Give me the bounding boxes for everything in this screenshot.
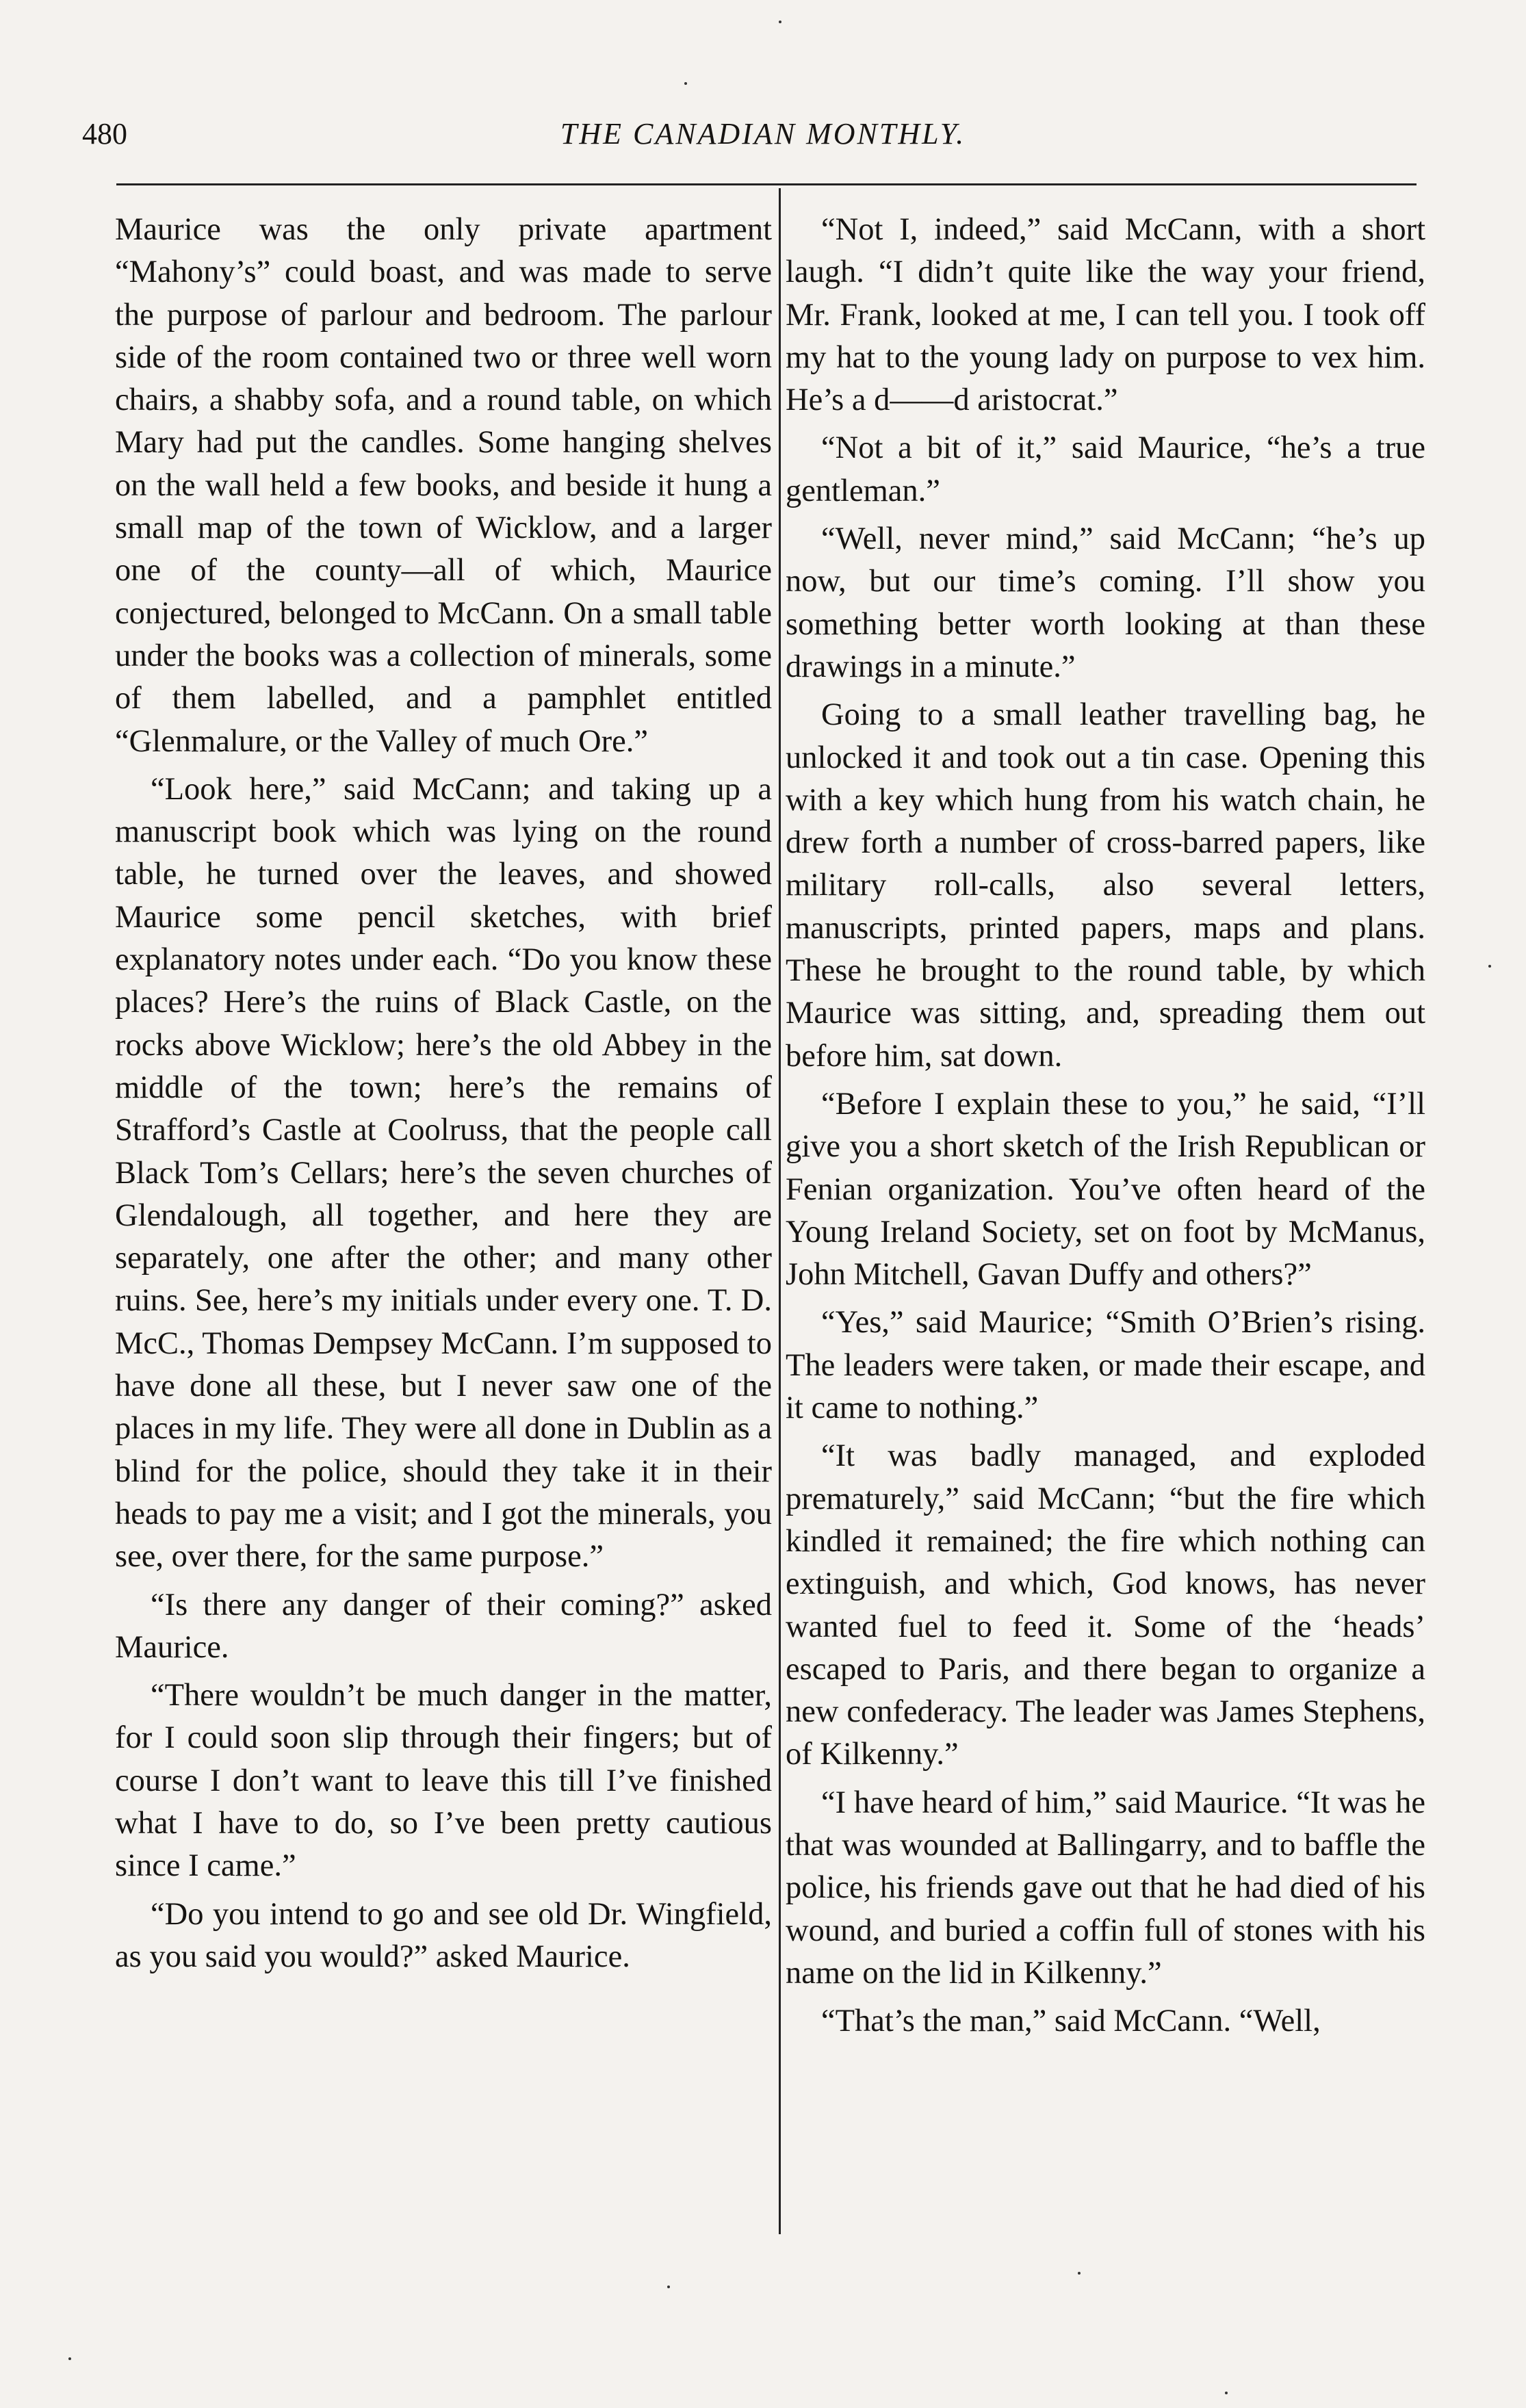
paragraph: “Yes,” said Maurice; “Smith O’Brien’s rising. The leaders were taken, or made their escape, and it came to nothing.” bbox=[786, 1305, 1425, 1426]
left-column bbox=[115, 209, 772, 1984]
print-speck bbox=[1078, 2272, 1081, 2275]
print-speck bbox=[684, 82, 687, 85]
print-speck bbox=[779, 21, 781, 23]
paragraph: “Before I explain these to you,” he said, “I’ll give you a short sketch of the Irish Republican or Fenian organization. You’ve often heard of the Young Ireland Society, set on foot by McManus, John Mitchell, Gavan Duffy and others?” bbox=[786, 1086, 1425, 1293]
paragraph: “There wouldn’t be much danger in the matter, for I could soon slip through their fingers; but of course I don’t want to leave this till I’ve finished what I have to do, so I’ve been pretty cautious since I came.” bbox=[115, 1678, 772, 1884]
paragraph: “Well, never mind,” said McCann; “he’s up now, but our time’s coming. I’ll show you something better worth looking at than these drawings in a minute.” bbox=[786, 521, 1425, 684]
paragraph: “That’s the man,” said McCann. “Well, bbox=[821, 2004, 1321, 2039]
paragraph: “Do you intend to go and see old Dr. Wingfield, as you said you would?” asked Maurice. bbox=[115, 1896, 772, 1974]
paragraph: “Look here,” said McCann; and taking up a manuscript book which was lying on the round table, he turned over the leaves, and showed Maurice some pencil sketches, with brief explanatory notes under each. “Do you know these places? Here’s the ruins of Black Castle, on the rocks above Wicklow; here’s the old Abbey in the middle of the town; here’s the remains of Strafford’s Castle at Coolruss, that the people call Black Tom’s Cellars; here’s the seven churches of Glendalough, all together, and here they are separately, one after the other; and many other ruins. See, here’s my initials under every one. T. D. McC., Thomas Dempsey McCann. I’m supposed to have done all these, but I never saw one of the places in my life. They were all done in Dublin as a blind for the police, should they take it in their heads to pay me a visit; and I got the minerals, you see, over there, for the same purpose.” bbox=[115, 771, 772, 1575]
page-number: 480 bbox=[82, 117, 127, 151]
header-rule bbox=[116, 183, 1417, 185]
paragraph: Going to a small leather travelling bag, he unlocked it and took out a tin case. Opening this with a key which hung from his watch chain, he drew forth a number of cross-barred papers, like military roll-calls, also several letters, manuscripts, printed papers, maps and plans. These he brought to the round table, by which Maurice was sitting, and, spreading them out before him, sat down. bbox=[786, 697, 1425, 1074]
print-speck bbox=[68, 2357, 71, 2360]
paragraph: “It was badly managed, and exploded prematurely,” said McCann; “but the fire which kindled it remained; the fire which nothing can extinguish, and which, God knows, has never wanted fuel to feed it. Some of the ‘heads’ escaped to Paris, and there began to organize a new confederacy. The leader was James Stephens, of Kilkenny.” bbox=[786, 1438, 1425, 1772]
paragraph: “Is there any danger of their coming?” asked Maurice. bbox=[115, 1587, 772, 1665]
paragraph: Maurice was the only private apartment “Mahony’s” could boast, and was made to serve the purpose of parlour and bedroom. The parlour side of the room contained two or three well worn chairs, a shabby sofa, and a round table, on which Mary had put the candles. Some hanging shelves on the wall held a few books, and beside it hung a small map of the town of Wicklow, and a larger one of the county—all of which, Maurice conjectured, belonged to McCann. On a small table under the books was a collection of minerals, some of them labelled, and a pamphlet entitled “Glenmalure, or the Valley of much Ore.” bbox=[115, 212, 772, 759]
print-speck bbox=[1225, 2392, 1228, 2394]
print-speck bbox=[667, 2286, 670, 2288]
column-divider bbox=[779, 188, 781, 2234]
paragraph: “I have heard of him,” said Maurice. “It was he that was wounded at Ballingarry, and to baffle the police, his friends gave out that he had died of his wound, and buried a coffin full of stones with his name on the lid in Kilkenny.” bbox=[786, 1785, 1425, 1991]
paragraph: “Not a bit of it,” said Maurice, “he’s a true gentleman.” bbox=[786, 430, 1425, 508]
paragraph: “Not I, indeed,” said McCann, with a short laugh. “I didn’t quite like the way your friend, Mr. Frank, looked at me, I can tell you. I took off my hat to the young lady on purpose to vex him. He’s a d——d aristocrat.” bbox=[786, 212, 1425, 418]
page-header bbox=[82, 116, 1444, 164]
running-title: THE CANADIAN MONTHLY. bbox=[560, 117, 966, 151]
print-speck bbox=[1488, 965, 1491, 968]
right-column bbox=[786, 209, 1425, 2048]
